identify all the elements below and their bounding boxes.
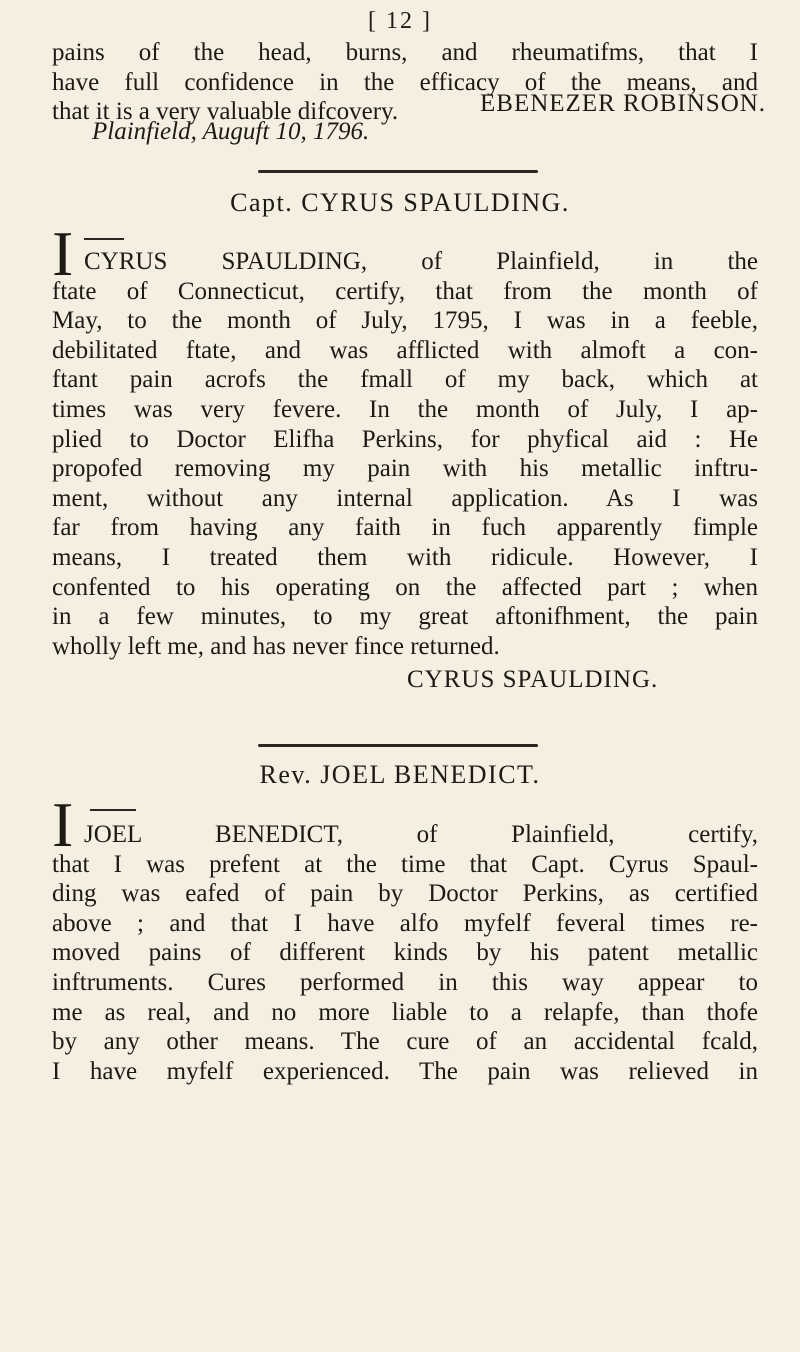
section-divider xyxy=(258,170,538,173)
paragraph-line: wholly left me, and has never fince returned. xyxy=(52,632,500,660)
paragraph-line: CYRUS SPAULDING, of Plainfield, in the xyxy=(84,248,758,275)
drop-cap: I xyxy=(52,218,74,289)
paragraph-line: moved pains of different kinds by his patent metallic xyxy=(52,939,758,967)
paragraph-line: by any other means. The cure of an accidental fcald, xyxy=(52,1028,758,1056)
section-heading-joel-benedict: Rev. JOEL BENEDICT. xyxy=(259,760,541,789)
paragraph-line: inftruments. Cures performed in this way appear to xyxy=(52,968,758,996)
paragraph-line: debilitated ftate, and was afflicted with almoft a con- xyxy=(52,336,758,364)
paragraph-line: have full confidence in the efficacy of the means, and xyxy=(52,68,758,96)
paragraph-line: pains of the head, burns, and rheumatifms, that I xyxy=(52,39,758,66)
paragraph-line: above ; and that I have alfo myfelf feveral times re- xyxy=(52,909,758,937)
signature-cyrus-spaulding: CYRUS SPAULDING. xyxy=(407,666,659,693)
paragraph-line: ftant pain acrofs the fmall of my back, which at xyxy=(52,366,758,394)
paragraph-line: means, I treated them with ridicule. However, I xyxy=(52,543,758,571)
paragraph-line: ftate of Connecticut, certify, that from the month of xyxy=(52,277,758,305)
decorative-rule xyxy=(90,809,136,811)
paragraph-line: far from having any faith in fuch apparently fimple xyxy=(52,514,758,542)
paragraph-line: confented to his operating on the affected part ; when xyxy=(52,573,758,601)
paragraph-line: propofed removing my pain with his metallic inftru- xyxy=(52,455,758,483)
joel-benedict-certificate xyxy=(52,820,758,1086)
paragraph-line: May, to the month of July, 1795, I was in a feeble, xyxy=(52,307,758,335)
cyrus-spaulding-certificate xyxy=(52,247,758,661)
paragraph-line: in a few minutes, to my great aftonifhment, the pain xyxy=(52,603,758,631)
paragraph-line: ding was eafed of pain by Doctor Perkins, as certified xyxy=(52,880,758,908)
paragraph-line: times was very fevere. In the month of July, I ap- xyxy=(52,395,758,423)
signature-ebenezer-robinson: EBENEZER ROBINSON. xyxy=(480,90,767,117)
dateline: Plainfield, Auguft 10, 1796. xyxy=(92,118,370,145)
decorative-rule xyxy=(84,238,124,240)
section-divider xyxy=(258,744,538,747)
paragraph-line: that I was prefent at the time that Capt. Cyrus Spaul- xyxy=(52,850,758,878)
section-heading-cyrus-spaulding: Capt. CYRUS SPAULDING. xyxy=(230,188,570,217)
paragraph-line: I have myfelf experienced. The pain was relieved in xyxy=(52,1057,758,1085)
page-number: [ 12 ] xyxy=(368,8,432,34)
paragraph-line: JOEL BENEDICT, of Plainfield, certify, xyxy=(84,821,758,848)
paragraph-line: me as real, and no more liable to a relapfe, than thofe xyxy=(52,998,758,1026)
paragraph-line: ment, without any internal application. As I was xyxy=(52,484,758,512)
paragraph-line: that it is a very valuable difcovery. xyxy=(52,98,399,126)
drop-cap: I xyxy=(52,789,74,860)
paragraph-line: plied to Doctor Elifha Perkins, for phyfical aid : He xyxy=(52,425,758,453)
